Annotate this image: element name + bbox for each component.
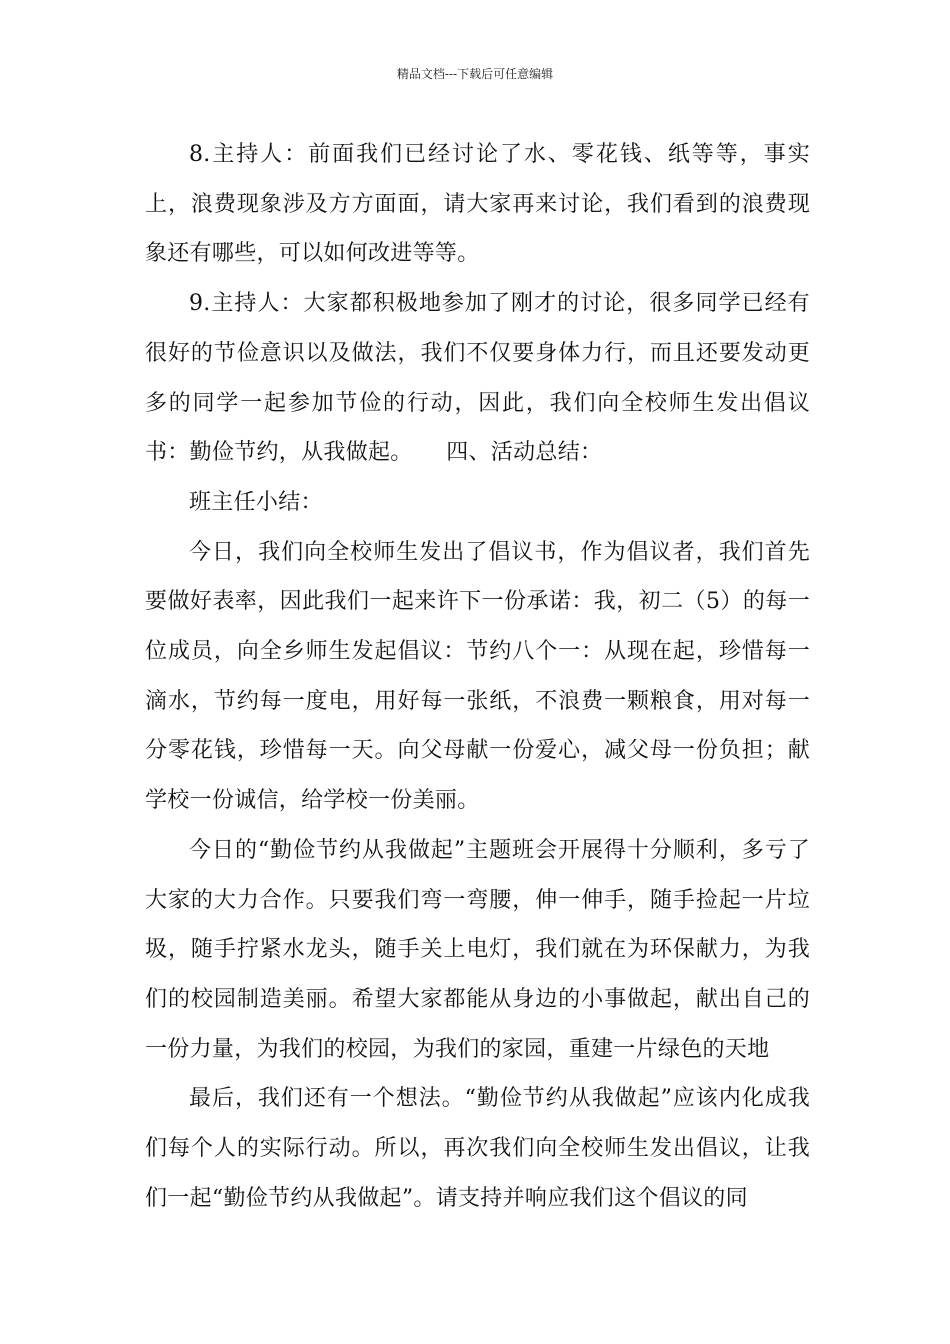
- paragraph-summary-heading: 班主任小结：: [189, 489, 323, 515]
- page-header: 精品文档---下载后可任意编辑: [396, 67, 554, 81]
- paragraph-host-item-8: 8.主持人：前面我们已经讨论了水、零花钱、纸等等，事实上，浪费现象涉及方方面面，请大家再来讨论，我们看到的浪费现象还有哪些，可以如何改进等等。: [145, 142, 810, 267]
- paragraph-class-meeting: 今日的“勤俭节约从我做起”主题班会开展得十分顺利，多亏了大家的大力合作。只要我们弯一弯腰，伸一伸手，随手捡起一片垃圾，随手拧紧水龙头，随手关上电灯，我们就在为环保献力，为我们的校园制造美丽。希望大家都能从身边的小事做起，献出自己的一份力量，为我们的校园，为我们的家园，重建一片绿色的天地: [145, 837, 810, 1062]
- document-body: [145, 130, 810, 1223]
- paragraph-closing: 最后，我们还有一个想法。“勤俭节约从我做起”应该内化成我们每个人的实际行动。所以，再次我们向全校师生发出倡议，让我们一起“勤俭节约从我做起”。请支持并响应我们这个倡议的同: [145, 1086, 810, 1211]
- paragraph-host-item-9: 9.主持人：大家都积极地参加了刚才的讨论，很多同学已经有很好的节俭意识以及做法，我们不仅要身体力行，而且还要发动更多的同学一起参加节俭的行动，因此，我们向全校师生发出倡议书：勤俭节约，从我做起。 四、活动总结：: [145, 291, 810, 466]
- paragraph-pledge: 今日，我们向全校师生发出了倡议书，作为倡议者，我们首先要做好表率，因此我们一起来许下一份承诺：我，初二（5）的每一位成员，向全乡师生发起倡议：节约八个一：从现在起，珍惜每一滴水，节约每一度电，用好每一张纸，不浪费一颗粮食，用对每一分零花钱，珍惜每一天。向父母献一份爱心，减父母一份负担；献学校一份诚信，给学校一份美丽。: [145, 539, 810, 814]
